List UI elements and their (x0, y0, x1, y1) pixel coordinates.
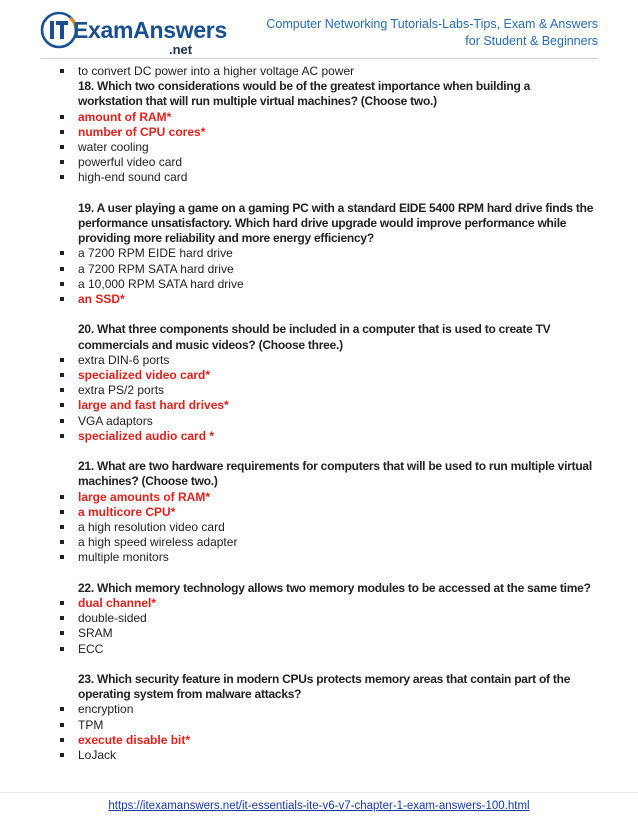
section-gap (0, 444, 638, 459)
correct-answer-option: an SSD* (0, 292, 638, 307)
question-text: performance unsatisfactory. Which hard drive upgrade would improve performance while (78, 216, 567, 231)
question-text: 18. Which two considerations would be of the greatest importance when building a (78, 79, 531, 94)
answer-option: extra DIN-6 ports (0, 353, 638, 368)
section-gap (0, 657, 638, 672)
answer-option: to convert DC power into a higher voltage AC power (0, 64, 638, 79)
logo-wordmark: ExamAnswers (73, 17, 227, 43)
header-divider (40, 58, 598, 59)
tagline-line-2: for Student & Beginners (465, 34, 598, 48)
section-gap (0, 307, 638, 322)
section-gap (0, 566, 638, 581)
correct-answer-option: number of CPU cores* (0, 125, 638, 140)
answer-option: extra PS/2 ports (0, 383, 638, 398)
logo-tld: .net (169, 42, 193, 57)
question-text: 20. What three components should be included in a computer that is used to create TV (78, 322, 551, 337)
answer-option: SRAM (0, 626, 638, 641)
question-text: machines? (Choose two.) (78, 474, 218, 489)
question-text: 19. A user playing a game on a gaming PC with a standard EIDE 5400 RPM hard drive finds the (78, 200, 594, 215)
correct-answer-option: large and fast hard drives* (0, 398, 638, 413)
correct-answer-option: amount of RAM* (0, 110, 638, 125)
answer-option: a 7200 RPM SATA hard drive (0, 262, 638, 277)
exam-content (0, 64, 638, 763)
correct-answer-option: specialized video card* (0, 368, 638, 383)
correct-answer-option: dual channel* (0, 596, 638, 611)
page-header (0, 0, 638, 62)
correct-answer-option: a multicore CPU* (0, 505, 638, 520)
correct-answer-option: specialized audio card * (0, 429, 638, 444)
tagline-line-1: Computer Networking Tutorials-Labs-Tips, Exam & Answers (266, 17, 598, 31)
answer-option: ECC (0, 642, 638, 657)
answer-option: a 7200 RPM EIDE hard drive (0, 246, 638, 261)
question-text: 23. Which security feature in modern CPUs protects memory areas that contain part of the (78, 672, 571, 687)
question-text: operating system from malware attacks? (78, 687, 302, 702)
correct-answer-option: large amounts of RAM* (0, 490, 638, 505)
question-text: commercials and music videos? (Choose three.) (78, 337, 343, 352)
section-gap (0, 186, 638, 201)
answer-option: a 10,000 RPM SATA hard drive (0, 277, 638, 292)
question-text: 22. Which memory technology allows two memory modules to be accessed at the same time? (78, 580, 591, 595)
correct-answer-option: execute disable bit* (0, 733, 638, 748)
answer-option: a high resolution video card (0, 520, 638, 535)
footer-divider (0, 792, 638, 793)
answer-option: VGA adaptors (0, 414, 638, 429)
answer-option: double-sided (0, 611, 638, 626)
answer-option: encryption (0, 702, 638, 717)
site-tagline (238, 16, 598, 50)
answer-option: TPM (0, 718, 638, 733)
answer-option: powerful video card (0, 155, 638, 170)
answer-option: LoJack (0, 748, 638, 763)
answer-option: high-end sound card (0, 170, 638, 185)
page-footer (0, 800, 638, 812)
source-link[interactable]: https://itexamanswers.net/it-essentials-ite-v6-v7-chapter-1-exam-answers-100.html (108, 800, 530, 812)
answer-option: water cooling (0, 140, 638, 155)
answer-option: a high speed wireless adapter (0, 535, 638, 550)
question-text: workstation that will run multiple virtual machines? (Choose two.) (78, 94, 437, 109)
question-text: 21. What are two hardware requirements for computers that will be used to run multiple virtual (78, 459, 592, 474)
question-text: providing more reliability and more energy efficiency? (78, 231, 374, 246)
answer-option: multiple monitors (0, 550, 638, 565)
site-logo[interactable] (40, 11, 227, 57)
